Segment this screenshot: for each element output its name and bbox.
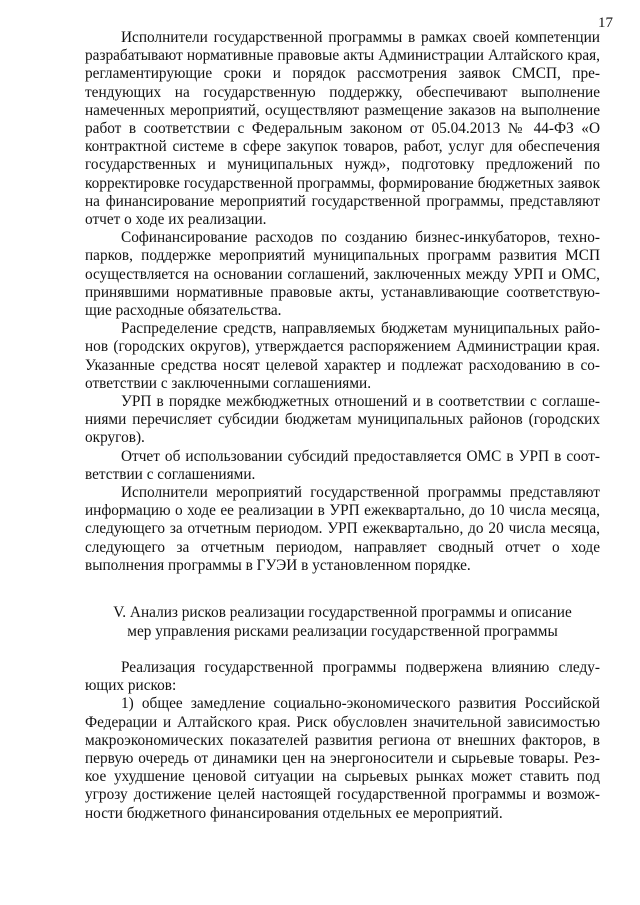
paragraph: 1) общее замедление социально-экономического развития Российской Федерации и Алтайского края. Риск обусловлен значительной зависимостью макроэкономических показателей развития региона от внешних факторов, в первую очередь от динамики цен на энергоносители и сырьевые товары. Резкое ухудшение ценовой ситуации на сырьевых рынках может ставить под угрозу достижение целей настоящей государственной программы и возможности бюджетного финансирования отдельных ее мероприятий. <box>85 695 600 822</box>
paragraph: Распределение средств, направляемых бюджетам муниципальных районов (городских округов), утверждается распоряжением Администрации края. Указанные средства носят целевой характер и подлежат расходованию в соответствии с заключенными соглашениями. <box>85 320 600 392</box>
section-heading-line-1: V. Анализ рисков реализации государственной программы и описание <box>113 604 572 621</box>
paragraph: УРП в порядке межбюджетных отношений и в соответствии с соглашениями перечисляет субсидии бюджетам муниципальных районов (городских округов). <box>85 393 600 447</box>
section-heading <box>85 603 600 641</box>
page-number: 17 <box>598 15 613 31</box>
body-text-bottom <box>85 659 600 823</box>
paragraph: Исполнители государственной программы в рамках своей компетенции разрабатывают нормативные правовые акты Администрации Алтайского края, регламентирующие сроки и порядок рассмотрения заявок СМСП, претендующих на государственную поддержку, обеспечивают выполнение намеченных мероприятий, осуществляют размещение заказов на выполнение работ в соответствии с Федеральным законом от 05.04.2013 № 44-ФЗ «О контрактной системе в сфере закупок товаров, работ, услуг для обеспечения государственных и муниципальных нужд», подготовку предложений по корректировке государственной программы, формирование бюджетных заявок на финансирование мероприятий государственной программы, представляют отчет о ходе их реализации. <box>85 29 600 229</box>
body-text-top <box>85 29 600 575</box>
paragraph: Отчет об использовании субсидий предоставляется ОМС в УРП в соответствии с соглашениями. <box>85 447 600 483</box>
section-heading-line-2: мер управления рисками реализации государственной программы <box>127 623 558 640</box>
paragraph: Исполнители мероприятий государственной программы представляют информацию о ходе ее реализации в УРП ежеквартально, до 10 числа месяца, следующего за отчетным периодом. УРП ежеквартально, до 20 числа месяца, следующего за отчетным периодом, направляет сводный отчет о ходе выполнения программы в ГУЭИ в установленном порядке. <box>85 484 600 574</box>
paragraph: Софинансирование расходов по созданию бизнес-инкубаторов, технопарков, поддержке мероприятий муниципальных программ развития МСП осуществляется на основании соглашений, заключенных между УРП и ОМС, принявшими нормативные правовые акты, устанавливающие соответствующие расходные обязательства. <box>85 229 600 320</box>
paragraph: Реализация государственной программы подвержена влиянию следующих рисков: <box>85 659 600 695</box>
